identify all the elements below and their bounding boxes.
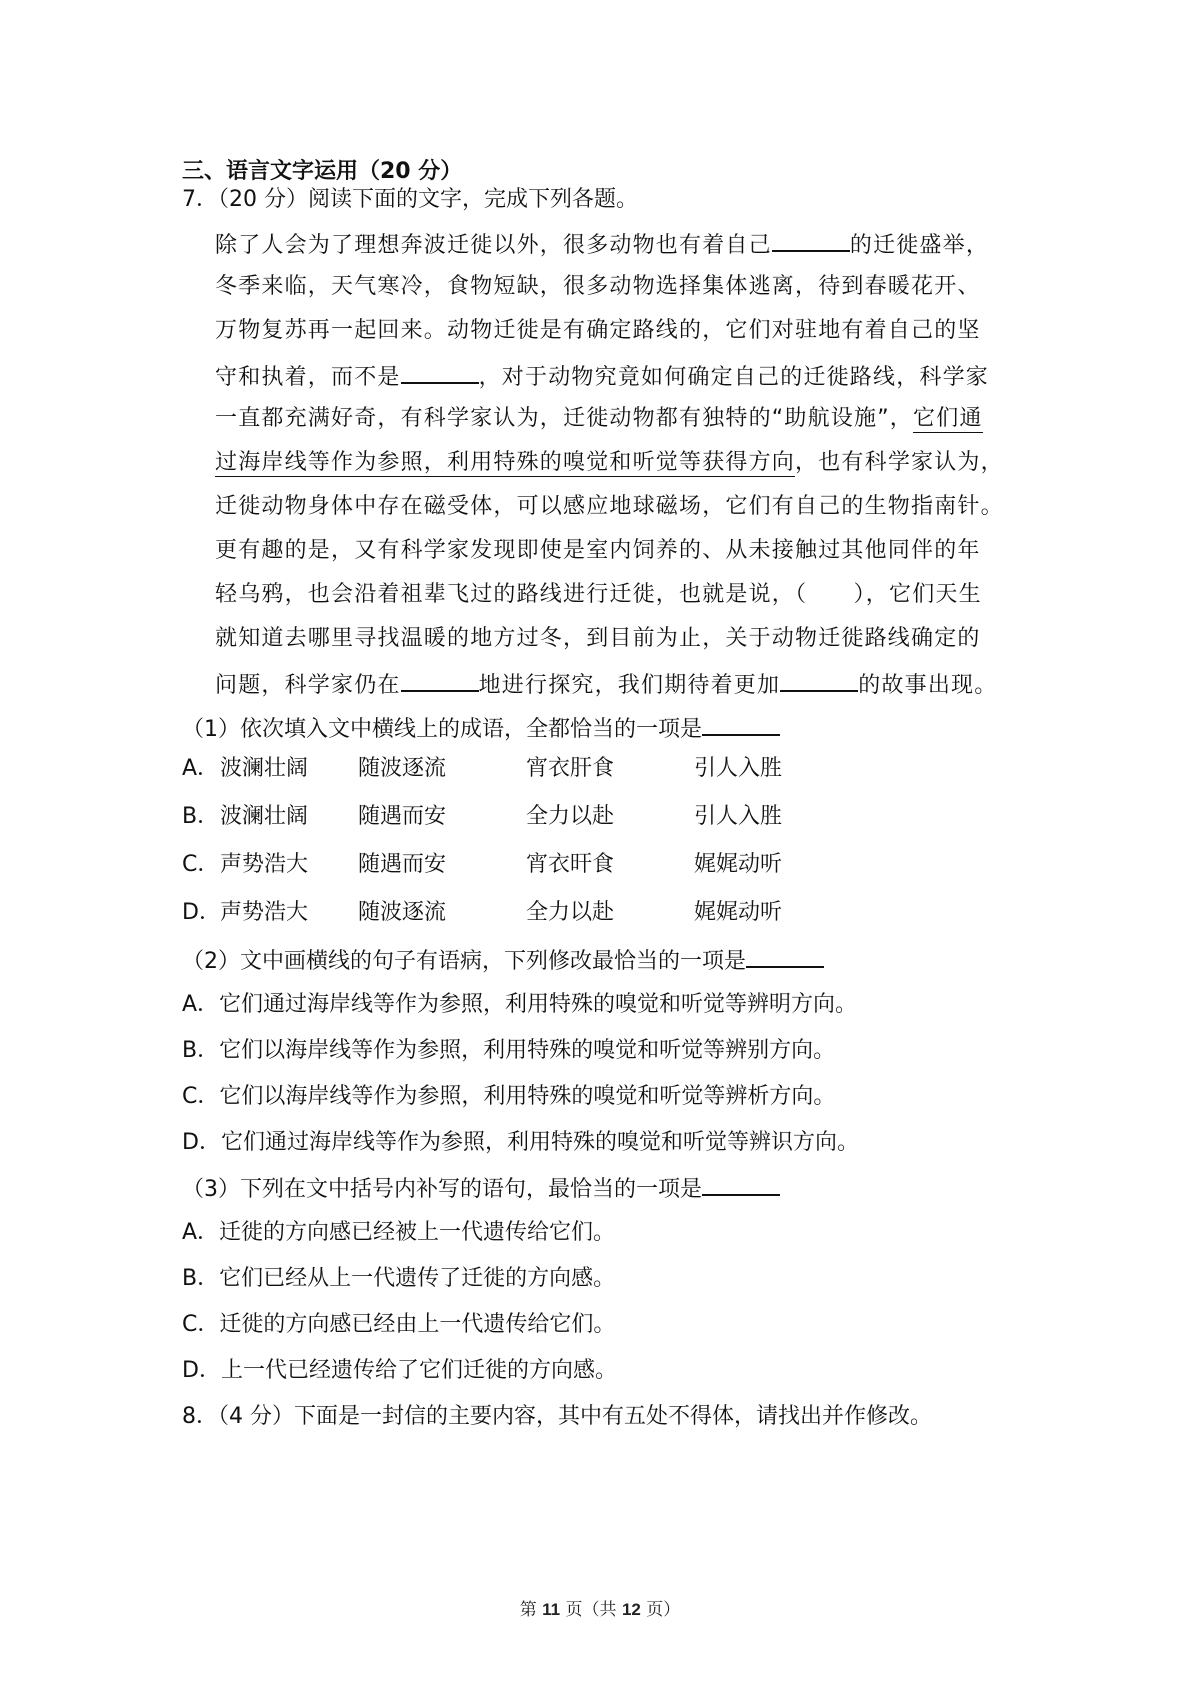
footer-text: 页） xyxy=(640,1600,681,1620)
passage-line xyxy=(215,492,1004,522)
prompt-text: （1）依次填入文中横线上的成语，全都恰当的一项是 xyxy=(182,717,702,742)
passage-text: ，也有科学家认为， xyxy=(795,450,1004,475)
option-item: 波澜壮阔 xyxy=(220,804,309,829)
option-item: 声势浩大 xyxy=(220,852,309,877)
option-item: 娓娓动听 xyxy=(694,852,783,877)
passage-text: 问题，科学家仍在 xyxy=(215,673,401,698)
underlined-sentence: 过海岸线等作为参照，利用特殊的嗅觉和听觉等获得方向 xyxy=(215,450,796,475)
sub2-option-c: C．它们以海岸线等作为参照，利用特殊的嗅觉和听觉等辨析方向。 xyxy=(182,1084,836,1109)
passage-text: 的迁徙盛举， xyxy=(849,233,990,258)
passage-text: ，对于动物究竟如何确定自己的迁徙路线，科学家 xyxy=(478,365,990,390)
question-8-heading: 8．（4 分）下面是一封信的主要内容，其中有五处不得体，请找出并作修改。 xyxy=(182,1404,932,1429)
option-letter: A． xyxy=(182,756,220,781)
section-title: 三、语言文字运用（20 分） xyxy=(182,159,463,184)
sub2-option-d: D．它们通过海岸线等作为参照，利用特殊的嗅觉和听觉等辨识方向。 xyxy=(182,1130,859,1155)
question-7-heading: 7．（20 分）阅读下面的文字，完成下列各题。 xyxy=(182,187,638,212)
passage-text: 迁徙动物身体中存在磁受体，可以感应地球磁场，它们有自己的生物指南针。 xyxy=(215,494,1004,519)
option-item: 全力以赴 xyxy=(526,900,615,925)
option-item: 引人入胜 xyxy=(694,756,783,781)
answer-blank xyxy=(746,944,824,968)
passage-text: 更有趣的是，又有科学家发现即使是室内饲养的、从未接触过其他同伴的年 xyxy=(215,538,981,563)
option-letter: B． xyxy=(182,804,220,829)
passage-line xyxy=(215,316,981,346)
passage-text: 守和执着，而不是 xyxy=(215,365,401,390)
page-number: 11 xyxy=(542,1600,561,1619)
option-item: 宵衣肝食 xyxy=(526,756,615,781)
fill-blank xyxy=(772,228,850,252)
option-item: 随波逐流 xyxy=(358,900,447,925)
option-item: 随波逐流 xyxy=(358,756,447,781)
passage-line xyxy=(215,536,981,566)
sub3-option-b: B．它们已经从上一代遗传了迁徙的方向感。 xyxy=(182,1266,616,1291)
passage-line xyxy=(215,228,989,261)
sub3-option-d: D．上一代已经遗传给了它们迁徙的方向感。 xyxy=(182,1358,617,1383)
passage-text: 除了人会为了理想奔波迁徙以外，很多动物也有着自己 xyxy=(215,233,772,258)
sub3-option-c: C．迁徙的方向感已经由上一代遗传给它们。 xyxy=(182,1312,616,1337)
sub2-option-b: B．它们以海岸线等作为参照，利用特殊的嗅觉和听觉等辨别方向。 xyxy=(182,1038,836,1063)
sub-question-3-prompt xyxy=(182,1172,780,1205)
footer-text: 页（共 xyxy=(560,1600,622,1620)
underlined-sentence: 它们通 xyxy=(913,406,983,431)
passage-line xyxy=(215,668,997,701)
prompt-text: （3）下列在文中括号内补写的语句，最恰当的一项是 xyxy=(182,1177,702,1202)
answer-blank xyxy=(702,1172,780,1196)
passage-line xyxy=(215,448,1004,478)
page-footer xyxy=(0,1595,1200,1620)
option-item: 波澜壮阔 xyxy=(220,756,309,781)
passage-text: 轻乌鸦，也会沿着祖辈飞过的路线进行迁徙，也就是说，（ ），它们天生 xyxy=(215,582,982,607)
option-item: 随遇而安 xyxy=(358,852,447,877)
total-pages: 12 xyxy=(621,1600,641,1619)
footer-text: 第 xyxy=(519,1600,543,1620)
sub-question-2-prompt xyxy=(182,944,824,977)
passage-text: 一直都充满好奇，有科学家认为，迁徙动物都有独特的“助航设施”， xyxy=(215,406,913,431)
passage-text: 万物复苏再一起回来。动物迁徙是有确定路线的，它们对驻地有着自己的坚 xyxy=(215,318,981,343)
passage-line xyxy=(215,272,981,302)
option-letter: C． xyxy=(182,852,220,877)
sub3-option-a: A．迁徙的方向感已经被上一代遗传给它们。 xyxy=(182,1220,616,1245)
passage-line xyxy=(215,404,983,434)
passage-text: 地进行探究，我们期待着更加 xyxy=(478,673,781,698)
passage-line xyxy=(215,580,982,610)
passage-line xyxy=(215,360,989,393)
fill-blank xyxy=(780,668,858,692)
prompt-text: （2）文中画横线的句子有语病，下列修改最恰当的一项是 xyxy=(182,949,746,974)
option-item: 声势浩大 xyxy=(220,900,309,925)
option-item: 全力以赴 xyxy=(526,804,615,829)
passage-text: 冬季来临，天气寒冷，食物短缺，很多动物选择集体逃离，待到春暖花开、 xyxy=(215,274,981,299)
sub-question-1-prompt xyxy=(182,712,780,745)
option-item: 引人入胜 xyxy=(694,804,783,829)
passage-text: 的故事出现。 xyxy=(858,673,998,698)
option-letter: D． xyxy=(182,900,221,925)
answer-blank xyxy=(702,712,780,736)
passage-line xyxy=(215,624,981,654)
sub2-option-a: A．它们通过海岸线等作为参照，利用特殊的嗅觉和听觉等辨明方向。 xyxy=(182,992,858,1017)
fill-blank xyxy=(401,360,479,384)
option-item: 娓娓动听 xyxy=(694,900,783,925)
passage-text: 就知道去哪里寻找温暖的地方过冬，到目前为止，关于动物迁徙路线确定的 xyxy=(215,626,981,651)
option-item: 随遇而安 xyxy=(358,804,447,829)
option-item: 宵衣旰食 xyxy=(526,852,615,877)
fill-blank xyxy=(401,668,479,692)
